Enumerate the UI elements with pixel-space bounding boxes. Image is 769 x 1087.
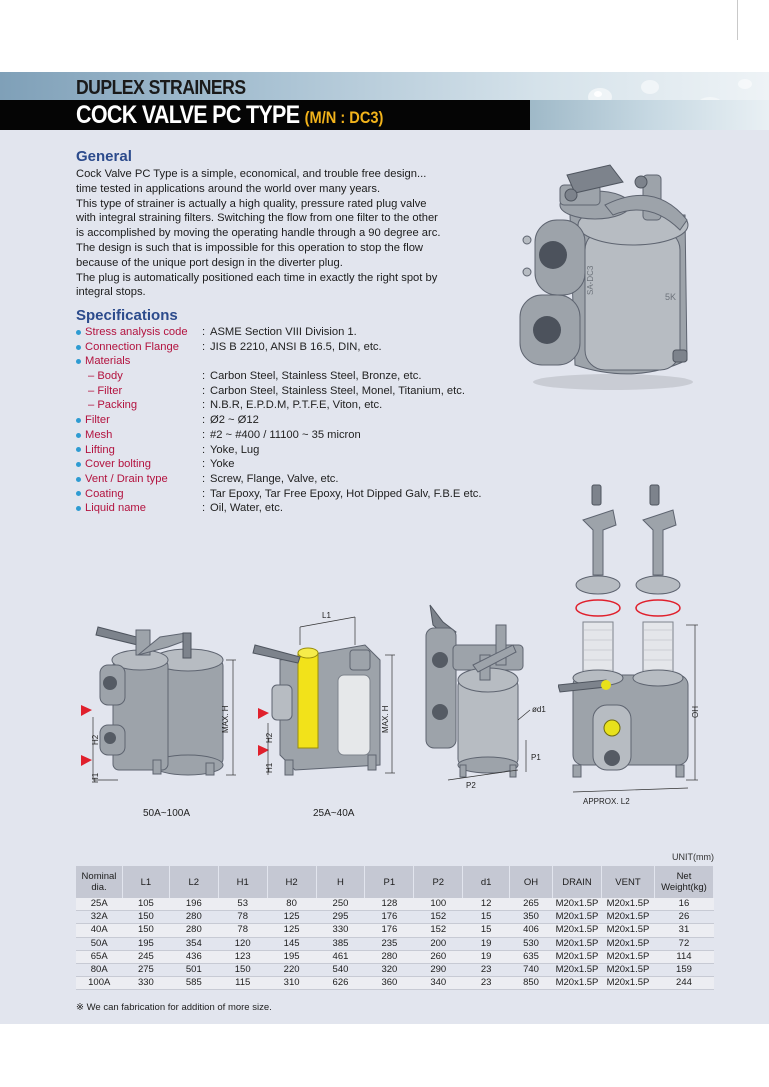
dim-label-d1: ød1 [532, 705, 546, 714]
specifications-heading: Specifications [76, 307, 178, 324]
table-cell: 635 [510, 950, 553, 963]
spec-key [76, 472, 202, 487]
spec-colon: : [202, 370, 206, 383]
spec-row [76, 487, 546, 502]
table-cell: 740 [510, 963, 553, 976]
table-row [76, 898, 714, 911]
drawing-exploded-view [558, 480, 708, 805]
table-cell: 850 [510, 977, 553, 990]
table-cell: 244 [654, 977, 713, 990]
spec-value: Carbon Steel, Stainless Steel, Monel, Titanium, etc. [210, 384, 465, 397]
table-header-cell: Nominal dia. [76, 866, 122, 898]
table-cell: 100 [414, 898, 463, 911]
table-cell: 340 [414, 977, 463, 990]
table-cell: 385 [316, 937, 365, 950]
table-cell: 260 [414, 950, 463, 963]
spec-key-label: Filter [85, 414, 110, 427]
table-cell: 330 [316, 924, 365, 937]
bullet-icon [76, 477, 81, 482]
spec-key [76, 487, 202, 502]
general-line: because of the unique port design in the diverter plug. [76, 256, 343, 269]
bullet-icon [76, 345, 81, 350]
table-cell: 501 [169, 963, 218, 976]
table-cell: 23 [463, 977, 510, 990]
spec-colon: : [202, 487, 206, 500]
table-cell: 114 [654, 950, 713, 963]
table-cell: M20x1.5P [601, 898, 654, 911]
table-cell: 152 [414, 911, 463, 924]
model-number: (M/N : DC3) [304, 108, 384, 127]
dim-label-l1: L1 [322, 611, 331, 620]
table-cell: 406 [510, 924, 553, 937]
spec-key [76, 457, 202, 472]
table-row [76, 911, 714, 924]
spec-row [76, 325, 546, 340]
bullet-icon [76, 447, 81, 452]
dim-label-p2: P2 [466, 781, 476, 790]
dim-label-p1: P1 [531, 753, 541, 762]
table-cell: 461 [316, 950, 365, 963]
spec-key [76, 384, 202, 399]
table-cell: 280 [169, 911, 218, 924]
table-cell: 320 [365, 963, 414, 976]
unit-label: UNIT(mm) [672, 852, 714, 862]
spec-key [76, 325, 202, 340]
table-row [76, 937, 714, 950]
table-cell: M20x1.5P [553, 898, 602, 911]
table-cell: 72 [654, 937, 713, 950]
spec-value: Oil, Water, etc. [210, 502, 283, 515]
table-cell: 159 [654, 963, 713, 976]
spec-row [76, 443, 546, 458]
table-row [76, 963, 714, 976]
spec-colon: : [202, 458, 206, 471]
table-cell: 128 [365, 898, 414, 911]
table-header-row [76, 866, 714, 898]
table-cell: 195 [122, 937, 169, 950]
spec-key-label: Connection Flange [85, 340, 179, 353]
table-cell: 150 [218, 963, 267, 976]
caption-25a-40a: 25A~40A [313, 808, 355, 819]
bullet-icon [76, 506, 81, 511]
table-cell: 25A [76, 898, 122, 911]
spec-row [76, 501, 546, 516]
dim-label-l2: APPROX. L2 [583, 797, 630, 805]
banner-right-fade [530, 100, 769, 130]
table-cell: 40A [76, 924, 122, 937]
spec-row [76, 428, 546, 443]
spec-colon: : [202, 472, 206, 485]
spec-colon: : [202, 443, 206, 456]
table-cell: 310 [267, 977, 316, 990]
table-cell: 280 [169, 924, 218, 937]
table-cell: 150 [122, 911, 169, 924]
table-cell: 585 [169, 977, 218, 990]
table-cell: 540 [316, 963, 365, 976]
table-cell: M20x1.5P [601, 950, 654, 963]
spec-row [76, 457, 546, 472]
table-cell: 275 [122, 963, 169, 976]
table-cell: 120 [218, 937, 267, 950]
spec-key [76, 369, 202, 384]
table-row [76, 950, 714, 963]
table-cell: 280 [365, 950, 414, 963]
table-cell: 78 [218, 911, 267, 924]
table-cell: 354 [169, 937, 218, 950]
table-cell: 16 [654, 898, 713, 911]
table-row [76, 977, 714, 990]
table-cell: 78 [218, 924, 267, 937]
bullet-icon [76, 462, 81, 467]
table-row [76, 924, 714, 937]
caption-50a-100a: 50A~100A [143, 808, 190, 819]
banner-title-product [76, 101, 383, 130]
spec-row [76, 472, 546, 487]
table-cell: 200 [414, 937, 463, 950]
spec-row [76, 354, 546, 369]
spec-key [76, 428, 202, 443]
table-cell: M20x1.5P [601, 924, 654, 937]
general-line: integral stops. [76, 286, 146, 299]
bullet-icon [76, 330, 81, 335]
spec-colon: : [202, 340, 206, 353]
table-cell: 145 [267, 937, 316, 950]
table-cell: 250 [316, 898, 365, 911]
bullet-icon [76, 433, 81, 438]
table-cell: 436 [169, 950, 218, 963]
table-cell: 125 [267, 911, 316, 924]
spec-value: Yoke [210, 458, 235, 471]
spec-value: N.B.R, E.P.D.M, P.T.F.E, Viton, etc. [210, 399, 383, 412]
spec-value: Tar Epoxy, Tar Free Epoxy, Hot Dipped Galv, F.B.E etc. [210, 487, 482, 500]
table-cell: 80A [76, 963, 122, 976]
spec-key-label: Liquid name [85, 502, 146, 515]
spec-colon: : [202, 502, 206, 515]
general-line: time tested in applications around the world over many years. [76, 182, 381, 195]
table-cell: 123 [218, 950, 267, 963]
page-margin-line [737, 0, 738, 40]
spec-key-label: Cover bolting [85, 458, 151, 471]
spec-key-label: Stress analysis code [85, 326, 188, 338]
bullet-icon [76, 491, 81, 496]
spec-key-label: Materials [85, 355, 131, 368]
spec-value: #2 ~ #400 / 11100 ~ 35 micron [210, 428, 361, 441]
spec-key [76, 340, 202, 355]
table-cell: 53 [218, 898, 267, 911]
general-line: This type of strainer is actually a high quality, pressure rated plug valve [76, 197, 427, 210]
table-cell: 152 [414, 924, 463, 937]
table-header-cell: H [316, 866, 365, 898]
table-cell: 295 [316, 911, 365, 924]
table-cell: 31 [654, 924, 713, 937]
table-cell: 150 [122, 924, 169, 937]
spec-key [76, 398, 202, 413]
general-line: Cock Valve PC Type is a simple, economical, and trouble free design... [76, 168, 427, 180]
table-cell: 125 [267, 924, 316, 937]
dim-label-h1: H1 [91, 772, 100, 783]
general-line: The design is such that is impossible for this operation to stop the flow [76, 241, 423, 254]
spec-key-label: Mesh [85, 428, 113, 441]
drawing-50a-100a [78, 605, 248, 810]
table-cell: 15 [463, 911, 510, 924]
dim-label-h2-small: H2 [265, 732, 274, 743]
bullet-icon [76, 359, 81, 364]
table-header-cell: L2 [169, 866, 218, 898]
table-footnote: ※ We can fabrication for addition of more size. [76, 1002, 272, 1013]
svg-text:5K: 5K [665, 292, 677, 302]
spec-key-label: – Packing [88, 399, 138, 412]
table-cell: M20x1.5P [601, 963, 654, 976]
table-cell: M20x1.5P [553, 937, 602, 950]
table-cell: 176 [365, 924, 414, 937]
spec-row [76, 340, 546, 355]
table-cell: 100A [76, 977, 122, 990]
table-cell: 50A [76, 937, 122, 950]
table-cell: M20x1.5P [601, 911, 654, 924]
table-cell: M20x1.5P [553, 911, 602, 924]
spec-key [76, 443, 202, 458]
table-cell: M20x1.5P [553, 963, 602, 976]
table-cell: 19 [463, 950, 510, 963]
table-cell: 265 [510, 898, 553, 911]
dim-label-h2: H2 [91, 734, 100, 745]
table-cell: 195 [267, 950, 316, 963]
table-body [76, 898, 714, 990]
spec-key [76, 354, 202, 369]
table-cell: M20x1.5P [601, 937, 654, 950]
drawing-25a-40a [250, 605, 415, 810]
table-cell: 105 [122, 898, 169, 911]
table-cell: M20x1.5P [553, 924, 602, 937]
svg-text:SA-DC3: SA-DC3 [586, 265, 595, 295]
table-header-cell: H2 [267, 866, 316, 898]
dim-label-oh: OH [691, 706, 700, 718]
spec-colon: : [202, 399, 206, 412]
table-cell: 65A [76, 950, 122, 963]
spec-value: Ø2 ~ Ø12 [210, 414, 259, 427]
table-cell: 245 [122, 950, 169, 963]
spec-row [76, 369, 546, 384]
table-cell: 23 [463, 963, 510, 976]
bullet-icon [76, 418, 81, 423]
spec-key [76, 413, 202, 428]
spec-colon: : [202, 384, 206, 397]
spec-row [76, 398, 546, 413]
table-cell: M20x1.5P [553, 977, 602, 990]
table-cell: 530 [510, 937, 553, 950]
table-cell: 220 [267, 963, 316, 976]
table-header-cell: H1 [218, 866, 267, 898]
spec-value: Carbon Steel, Stainless Steel, Bronze, etc. [210, 370, 422, 383]
spec-colon: : [202, 428, 206, 441]
table-cell: 626 [316, 977, 365, 990]
specifications-list [76, 325, 546, 516]
spec-row [76, 384, 546, 399]
spec-value: JIS B 2210, ANSI B 16.5, DIN, etc. [210, 340, 382, 353]
table-cell: 330 [122, 977, 169, 990]
banner-title-duplex: DUPLEX STRAINERS [76, 77, 246, 99]
table-header-cell: DRAIN [553, 866, 602, 898]
spec-key-label: – Filter [88, 384, 123, 397]
dimensions-table [76, 866, 714, 990]
table-cell: 12 [463, 898, 510, 911]
table-cell: 26 [654, 911, 713, 924]
general-heading: General [76, 148, 132, 165]
table-cell: 80 [267, 898, 316, 911]
spec-colon: : [202, 326, 206, 338]
table-cell: 235 [365, 937, 414, 950]
drawing-side-view [418, 600, 558, 800]
dim-label-h1-small: H1 [265, 762, 274, 773]
table-header-cell: P2 [414, 866, 463, 898]
spec-value: ASME Section VIII Division 1. [210, 326, 357, 338]
spec-value: Screw, Flange, Valve, etc. [210, 472, 339, 485]
product-name: COCK VALVE PC TYPE [76, 101, 300, 129]
table-header-cell: d1 [463, 866, 510, 898]
table-header-cell: Net Weight(kg) [654, 866, 713, 898]
table-cell: 290 [414, 963, 463, 976]
table-header-cell: P1 [365, 866, 414, 898]
general-line: is accomplished by moving the operating handle through a 90 degree arc. [76, 227, 441, 240]
table-cell: 15 [463, 924, 510, 937]
general-line: with integral straining filters. Switching the flow from one filter to the other [76, 212, 438, 225]
dim-label-h: MAX. H [221, 705, 230, 733]
general-description [76, 167, 516, 300]
table-header-cell: VENT [601, 866, 654, 898]
general-line: The plug is automatically positioned each time in exactly the right spot by [76, 271, 438, 284]
dim-label-h-small: MAX. H [381, 705, 390, 733]
table-cell: 115 [218, 977, 267, 990]
spec-key-label: Vent / Drain type [85, 472, 168, 485]
table-cell: 350 [510, 911, 553, 924]
table-cell: 32A [76, 911, 122, 924]
table-cell: 19 [463, 937, 510, 950]
table-cell: 196 [169, 898, 218, 911]
table-header-cell: OH [510, 866, 553, 898]
spec-key-label: – Body [88, 370, 123, 383]
spec-colon: : [202, 414, 206, 427]
table-cell: 360 [365, 977, 414, 990]
spec-key-label: Coating [85, 487, 124, 500]
table-header-cell: L1 [122, 866, 169, 898]
table-cell: M20x1.5P [601, 977, 654, 990]
spec-value: Yoke, Lug [210, 443, 260, 456]
spec-key [76, 501, 202, 516]
table-cell: M20x1.5P [553, 950, 602, 963]
spec-key-label: Lifting [85, 443, 115, 456]
spec-row [76, 413, 546, 428]
table-cell: 176 [365, 911, 414, 924]
